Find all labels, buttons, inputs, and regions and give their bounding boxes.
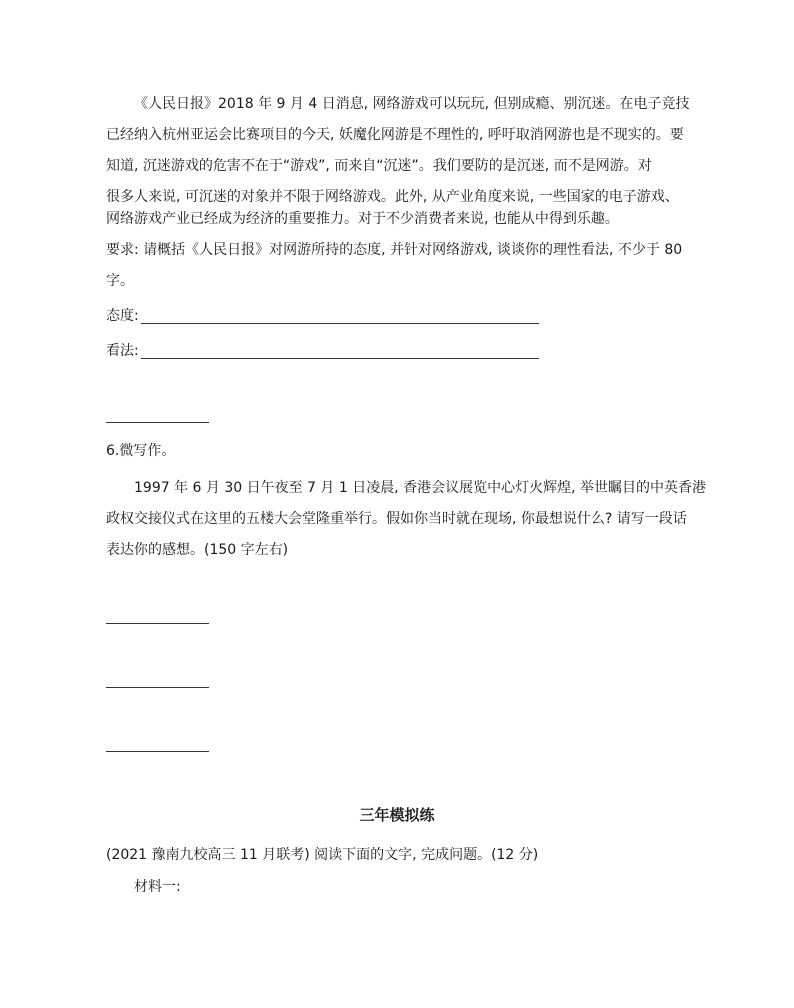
q6-line-2: 政权交接仪式在这里的五楼大会堂隆重举行。假如你当时就在现场, 你最想说什么? 请写一段话: [106, 511, 687, 527]
requirement-line-2: 字。: [106, 273, 134, 289]
attitude-label: 态度:: [106, 308, 139, 324]
attitude-row: [106, 306, 539, 326]
passage-line-1: 《人民日报》2018 年 9 月 4 日消息, 网络游戏可以玩玩, 但别成瘾、别沉迷。在电子竞技: [134, 96, 690, 112]
writing-line-2[interactable]: [106, 687, 209, 688]
opinion-row: [106, 341, 539, 361]
opinion-label: 看法:: [106, 343, 139, 359]
q6-line-1: 1997 年 6 月 30 日午夜至 7 月 1 日凌晨, 香港会议展览中心灯火辉煌, 举世瞩目的中英香港: [134, 480, 707, 496]
writing-line-3[interactable]: [106, 751, 209, 752]
separator-line: [106, 422, 209, 423]
requirement-line-1: 要求: 请概括《人民日报》对网游所持的态度, 并针对网络游戏, 谈谈你的理性看法, 不少于 80: [106, 242, 683, 258]
material-label: 材料一:: [134, 879, 181, 895]
passage-line-3: 知道, 沉迷游戏的危害不在于“游戏”, 而来自“沉迷”。我们要防的是沉迷, 而不是网游。对: [106, 158, 652, 174]
section-source-line: (2021 豫南九校高三 11 月联考) 阅读下面的文字, 完成问题。(12 分): [106, 847, 539, 863]
attitude-answer-line[interactable]: [141, 323, 539, 324]
opinion-answer-line[interactable]: [141, 358, 539, 359]
passage-line-4: 很多人来说, 可沉迷的对象并不限于网络游戏。此外, 从产业角度来说, 一些国家的电子游戏、: [106, 189, 679, 205]
section-heading: 三年模拟练: [359, 806, 435, 824]
writing-line-1[interactable]: [106, 623, 209, 624]
q6-title: 6.微写作。: [106, 443, 176, 459]
passage-line-2: 已经纳入杭州亚运会比赛项目的今天, 妖魔化网游是不理性的, 呼吁取消网游也是不现实的。要: [106, 127, 684, 143]
passage-line-5: 网络游戏产业已经成为经济的重要推力。对于不少消费者来说, 也能从中得到乐趣。: [106, 211, 619, 227]
q6-line-3: 表达你的感想。(150 字左右): [106, 542, 289, 558]
